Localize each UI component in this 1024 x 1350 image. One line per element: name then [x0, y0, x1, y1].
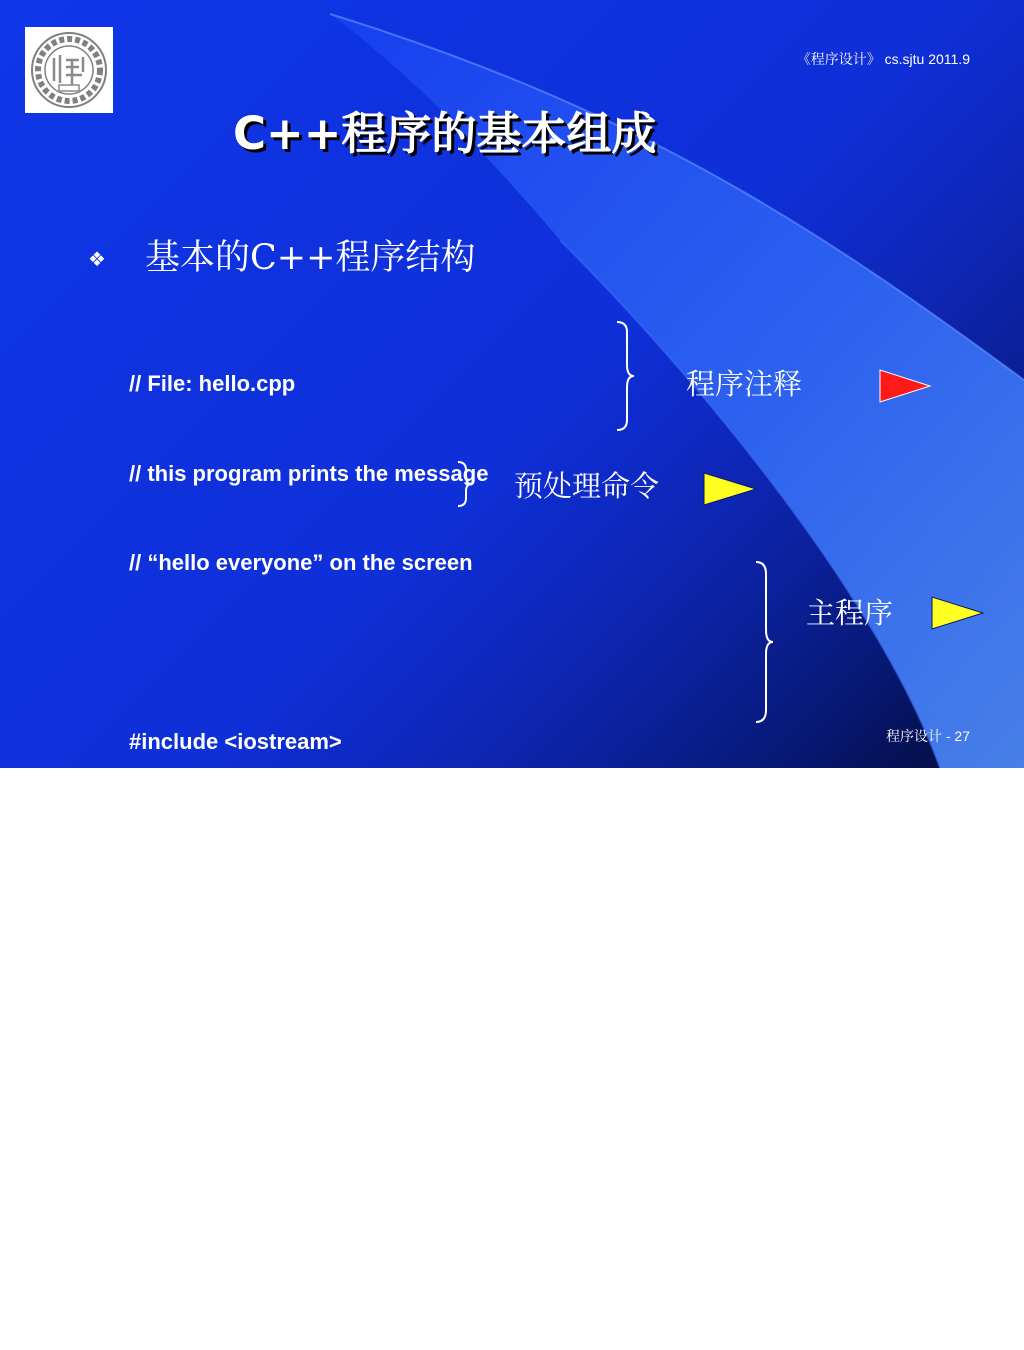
code-line: {: [129, 997, 138, 1023]
code-line: // this program prints the message: [129, 460, 489, 486]
slide-title: C++程序的基本组成: [233, 107, 657, 160]
red-arrow-icon: [880, 370, 930, 402]
bullet-text: 基本的C++程序结构: [145, 238, 476, 278]
preprocessor-brace: [458, 462, 472, 506]
diamond-bullet-icon: ❖: [88, 249, 106, 271]
page-number: 程序设计 - 27: [885, 728, 970, 744]
code-line: }: [129, 1266, 138, 1291]
code-line: // File: hello.cpp: [129, 371, 296, 396]
yellow-arrow-icon: [704, 473, 756, 505]
code-line: int main(): [129, 908, 228, 933]
code-line: #include <iostream>: [129, 729, 342, 754]
main-brace: [756, 562, 773, 722]
comments-brace: [617, 322, 634, 430]
code-line: std::cout << “hello everyone” << std::endl;: [129, 1087, 588, 1112]
yellow-arrow-icon: [932, 597, 983, 629]
code-line: return 0;: [129, 1176, 231, 1202]
preprocessor-label: 预处理命令: [514, 469, 660, 503]
code-line: [129, 813, 587, 851]
main-program-label: 主程序: [806, 596, 894, 630]
code-line: // “hello everyone” on the screen: [129, 550, 473, 575]
comments-label: 程序注释: [686, 367, 803, 401]
course-info: 《程序设计》 cs.sjtu 2011.9: [796, 51, 970, 67]
